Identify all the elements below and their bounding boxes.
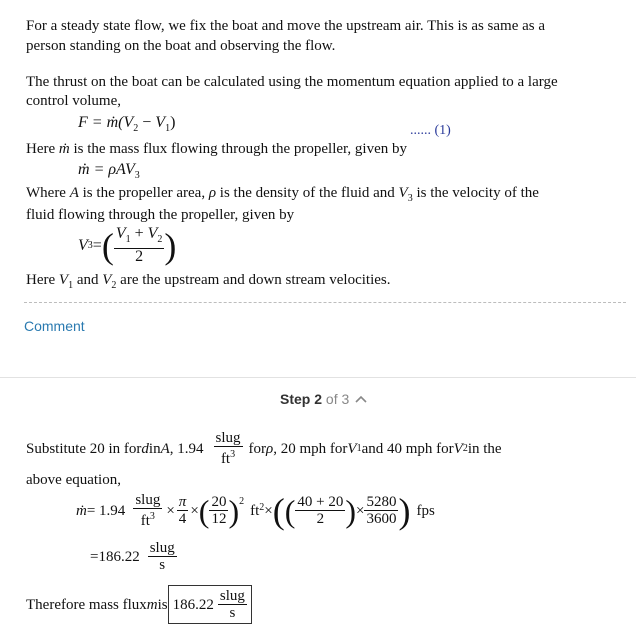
substitute-line-1: Substitute 20 in for d in A , 1.94 $\frac{\text{slug}}{ft^3}$ for ρ , 20 mph for V 1 and 40 mph for V 2 in the xyxy=(26,430,502,467)
substitute-line-2: above equation, xyxy=(26,472,121,488)
section-divider xyxy=(24,302,626,303)
equation-mass-flux: ṁ = ρAV$_3$ xyxy=(78,161,140,182)
where-line-2: fluid flowing through the propeller, given by xyxy=(26,207,295,223)
thrust-line-1: The thrust on the boat can be calculated using the momentum equation applied to a large xyxy=(26,74,558,90)
result-equation: =186.22 $\frac{\text{slug}}{s}$ xyxy=(90,540,175,573)
equation-v3: V 3 = ( $\frac{V_1 + V_2}{2}$ ) xyxy=(78,225,177,266)
thrust-line-2: control volume, xyxy=(26,93,121,109)
step-header[interactable]: Step 2 of 3 xyxy=(280,391,367,407)
therefore-line: Therefore mass flux m is 186.22 $\frac{\text{slug}}{s}$ xyxy=(26,585,252,624)
mass-flux-line: Here ṁ is the mass flux flowing through the propeller, given by xyxy=(26,141,408,157)
equation-label-1: ...... (1) xyxy=(410,123,451,138)
calculation-equation: ṁ = 1.94 $\frac{\text{slug}}{ft^3}$ × $\frac{\pi}{4}$ × ( $\frac{20}{12}$ ) $^2$ ft 2 × ( ( $\frac{40 + 20}{2}$ ) × $\frac{5280}{3600}$ ) fps xyxy=(76,490,435,531)
chevron-up-icon[interactable] xyxy=(355,395,367,403)
comment-link[interactable]: Comment xyxy=(24,318,85,334)
upstream-line: Here $V_1$ and $V_2$ are the upstream and down stream velocities. xyxy=(26,272,391,291)
equation-thrust: $F = ṁ(V_2 - V_1)$ xyxy=(78,114,176,135)
intro-line-1: For a steady state flow, we fix the boat and move the upstream air. This is as same as a xyxy=(26,18,546,34)
where-line-1: Where A is the propeller area, ρ is the density of the fluid and $V_3$ is the velocity of the xyxy=(26,185,539,204)
final-answer-box: 186.22 $\frac{\text{slug}}{s}$ xyxy=(168,585,252,624)
intro-line-2: person standing on the boat and observing the flow. xyxy=(26,38,336,54)
step-divider xyxy=(0,377,636,378)
